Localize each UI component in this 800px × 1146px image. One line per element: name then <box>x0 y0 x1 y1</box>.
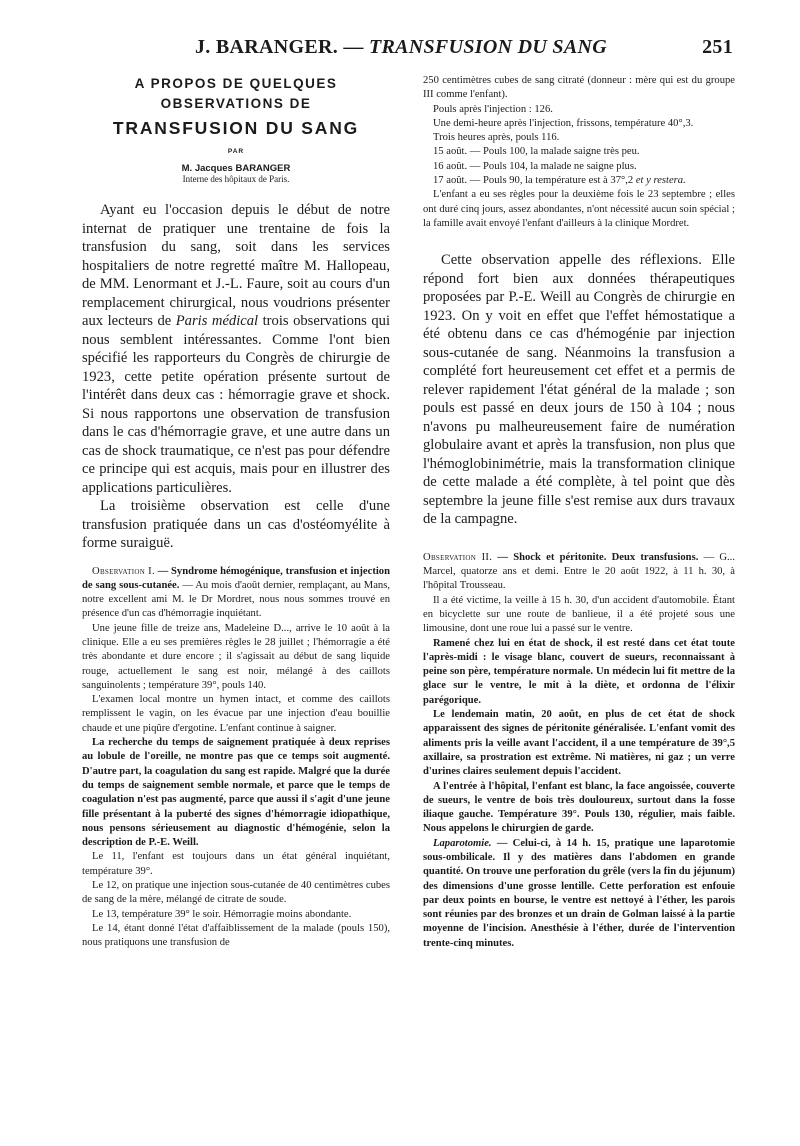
right-column <box>423 74 735 951</box>
commentary-paragraph: Cette observation appelle des réflexions. Elle répond fort bien aux données thérapeutiques proposées par P.-E. Weill au Congrès de chirurgie en 1923. On y voit en effet que l'effet hémostatique a été obtenu dans ce cas d'hémogénie par injection sous-cutanée de sang. Néanmoins la transfusion a complété fort heureusement cet effet et a permis de relever rapidement l'état général de la malade ; son pouls est passé en deux jours de 150 à 104 ; nous n'avons pu malheureusement faire de numération globulaire avant et après la transfusion, non plus que l'hémoglobinimétrie, mais la transformation clinique de cette malade a été complète, à tel point que dès septembre la jeune fille s'est remise aux durs travaux de la campagne. <box>423 252 735 528</box>
introduction <box>82 201 390 553</box>
left-column <box>82 74 390 951</box>
article-title-line2: OBSERVATIONS DE <box>160 96 312 111</box>
obs1-label: Observation I. <box>92 565 155 577</box>
running-header <box>195 36 755 66</box>
obs2-heading-paragraph: Observation II. — Shock et péritonite. Deux transfusions. — G... Marcel, quatorze ans et demi. Entre le 20 août 1922, à 11 h. 30, à l'hôpital Trousseau. <box>423 551 735 592</box>
byline-par: PAR <box>227 148 245 155</box>
laparotomie-label: Laparotomie. <box>433 837 492 849</box>
header-title: TRANSFUSION DU SANG <box>368 36 607 58</box>
obs1-cont-line: 17 août. — Pouls 90, la température est à 37°,2 et y restera. <box>433 175 686 187</box>
obs2-paragraph: Il a été victime, la veille à 15 h. 30, d'un accident d'automobile. Étant en bicyclette sur une route de banlieue, il a été projeté sous une limousine, dont une roue lui a passé sur le ventre. <box>423 594 735 635</box>
header-author: J. BARANGER. — <box>195 36 364 58</box>
obs1-cont-line: Pouls après l'injection : 126. <box>433 103 553 115</box>
obs1-title: — Syndrome hémogénique, transfusion et injection de sang sous-cutanée. <box>82 565 390 591</box>
commentary <box>423 251 735 529</box>
page-number: 251 <box>702 36 733 58</box>
obs2-paragraph: Ramené chez lui en état de shock, il est resté dans cet état toute l'après-midi : le visage blanc, couvert de sueurs, reconnaissant à peine son père, température normale. Un médecin lui fit mettre de la glace sur le ventre, le mit à la diète, et ordonna de l'élixir parégorique. <box>423 637 735 706</box>
obs2-paragraph: Laparotomie. — Celui-ci, à 14 h. 15, pratique une laparotomie sous-ombilicale. Il y des matières dans l'abdomen en grande quantité. On trouve une perforation du grêle (vers la fin du jéjunum) des dimensions d'une grosse lentille. Cette perforation est enfouie par deux points en bourse, le ventre est nettoyé à l'éther, les parois sont réunies par des bronzes et un drain de Golman laissé à la partie moyenne de l'incision. Anesthésie à l'éther, durée de l'intervention trente-cinq minutes. <box>423 837 735 949</box>
observation-1-continued <box>423 74 735 231</box>
obs2-title: — Shock et péritonite. Deux transfusions. <box>492 551 699 563</box>
obs1-paragraph: Le 14, étant donné l'état d'affaiblissement de la malade (pouls 150), nous pratiquons une transfusion de <box>82 922 390 949</box>
obs2-label: Observation II. <box>423 551 493 563</box>
obs1-cont-line: 250 centimètres cubes de sang citraté (donneur : mère qui est du groupe III comme l'enfant). <box>423 75 735 101</box>
obs1-paragraph: La recherche du temps de saignement pratiquée à deux reprises au lobule de l'oreille, ne montre pas que ce temps soit augmenté. D'autre part, la coagulation du sang est rapide. Malgré que la durée du temps de saignement semble normale, et parce que le temps de coagulation n'est pas augmenté, parce que aussi il s'agit d'une jeune fille présentant à la puberté des signes d'hémorragie idiopathique, nous pensons sérieusement au diagnostic d'hémogénie, selon la description de P.-E. Weill. <box>82 737 390 849</box>
obs2-paragraph: A l'entrée à l'hôpital, l'enfant est blanc, la face angoissée, couverte de sueurs, le ventre de bois très douloureux, surtout dans la fosse iliaque gauche. Température 39°. Pouls 130, régulier, mais faible. Nous appelons le chirurgien de garde. <box>423 780 735 835</box>
obs1-paragraph: L'examen local montre un hymen intact, et comme des caillots remplissent le vagin, on les évacue par une injection d'eau bouillie chaude et une piqûre d'ergotine. L'enfant continue à saigner. <box>82 694 390 734</box>
obs1-heading-paragraph: Observation I. — Syndrome hémogénique, transfusion et injection de sang sous-cutanée. — Au mois d'août dernier, remplaçant, au Mans, notre excellent ami M. le Dr Mordret, nous nous sommes trouvé en présence d'un cas d'hémorragie inquiétant. <box>82 565 390 620</box>
observation-2 <box>423 551 735 951</box>
obs2-paragraph: Le lendemain matin, 20 août, en plus de cet état de shock apparaissent des signes de péritonite généralisée. L'enfant vomit des aliments pris la veille avant l'accident, il a une température de 39°,5 axillaire, sa prostration est extrême. Ni matières, ni gaz ; un verre d'urines claires seulement depuis l'accident. <box>423 709 735 778</box>
obs1-paragraph: Le 12, on pratique une injection sous-cutanée de 40 centimètres cubes de sang de la mère, mélangé de citrate de soude. <box>82 880 390 906</box>
intro-paragraph-2: La troisième observation est celle d'une transfusion pratiquée dans un cas d'ostéomyélite à forme suraiguë. <box>82 498 390 551</box>
obs1-cont-line: Trois heures après, pouls 116. <box>433 132 560 144</box>
obs1-paragraph: Le 13, température 39° le soir. Hémorragie moins abondante. <box>92 908 352 920</box>
obs1-cont-line: 16 août. — Pouls 104, la malade ne saigne plus. <box>433 160 637 172</box>
obs1-cont-line: 15 août. — Pouls 100, la malade saigne très peu. <box>433 146 640 158</box>
author-name: M. Jacques BARANGER <box>181 163 291 174</box>
journal-name: Paris médical <box>175 313 259 329</box>
observation-1 <box>82 565 390 951</box>
obs1-cont-line: Une demi-heure après l'injection, frissons, température 40°,3. <box>433 117 694 129</box>
obs1-paragraph: Une jeune fille de treize ans, Madeleine D..., arrive le 10 août à la clinique. Elle a eu ses premières règles le 28 juillet ; l'hémorragie a été très abondante et dure encore ; il s'agissait au début de sang liquide rouge, actuellement le sang est noir, mélangé à des caillots sanguinolents ; température 39°, pouls 140. <box>82 622 390 691</box>
obs1-paragraph: Le 11, l'enfant est toujours dans un état général inquiétant, température 39°. <box>82 851 390 877</box>
author-affiliation: Interne des hôpitaux de Paris. <box>182 174 290 184</box>
article-title-main: TRANSFUSION DU SANG <box>112 118 360 138</box>
intro-paragraph-1: Ayant eu l'occasion depuis le début de notre internat de pratiquer une trentaine de fois la transfusion du sang, soit dans les services hospitaliers de notre regretté maître M. Hallopeau, de MM. Lenormant et J.-L. Faure, soit au cours d'un remplacement chirurgical, nous voudrions présenter aux lecteurs de Paris médical trois observations qui nous semblent intéressantes. Comme l'ont bien spécifié les rapporteurs du Congrès de chirurgie de 1923, cette petite opération présente surtout de l'intérêt dans deux cas : hémorragie grave et shock. Si nous rapportons une observation de transfusion dans le cas d'hémorragie grave, et une autre dans un cas de shock traumatique, ce n'est pas pour défendre ce principe qui est acquis, mais pour en illustrer des applications particulières. <box>82 202 390 496</box>
article-title-line1: A PROPOS DE QUELQUES <box>134 76 338 91</box>
obs1-cont-line: L'enfant a eu ses règles pour la deuxième fois le 23 septembre ; elles ont duré cinq jours, assez abondantes, n'ont nécessité aucun soin spécial ; la famille avait envoyé l'enfant d'ailleurs à la clinique Mordret. <box>423 189 735 229</box>
